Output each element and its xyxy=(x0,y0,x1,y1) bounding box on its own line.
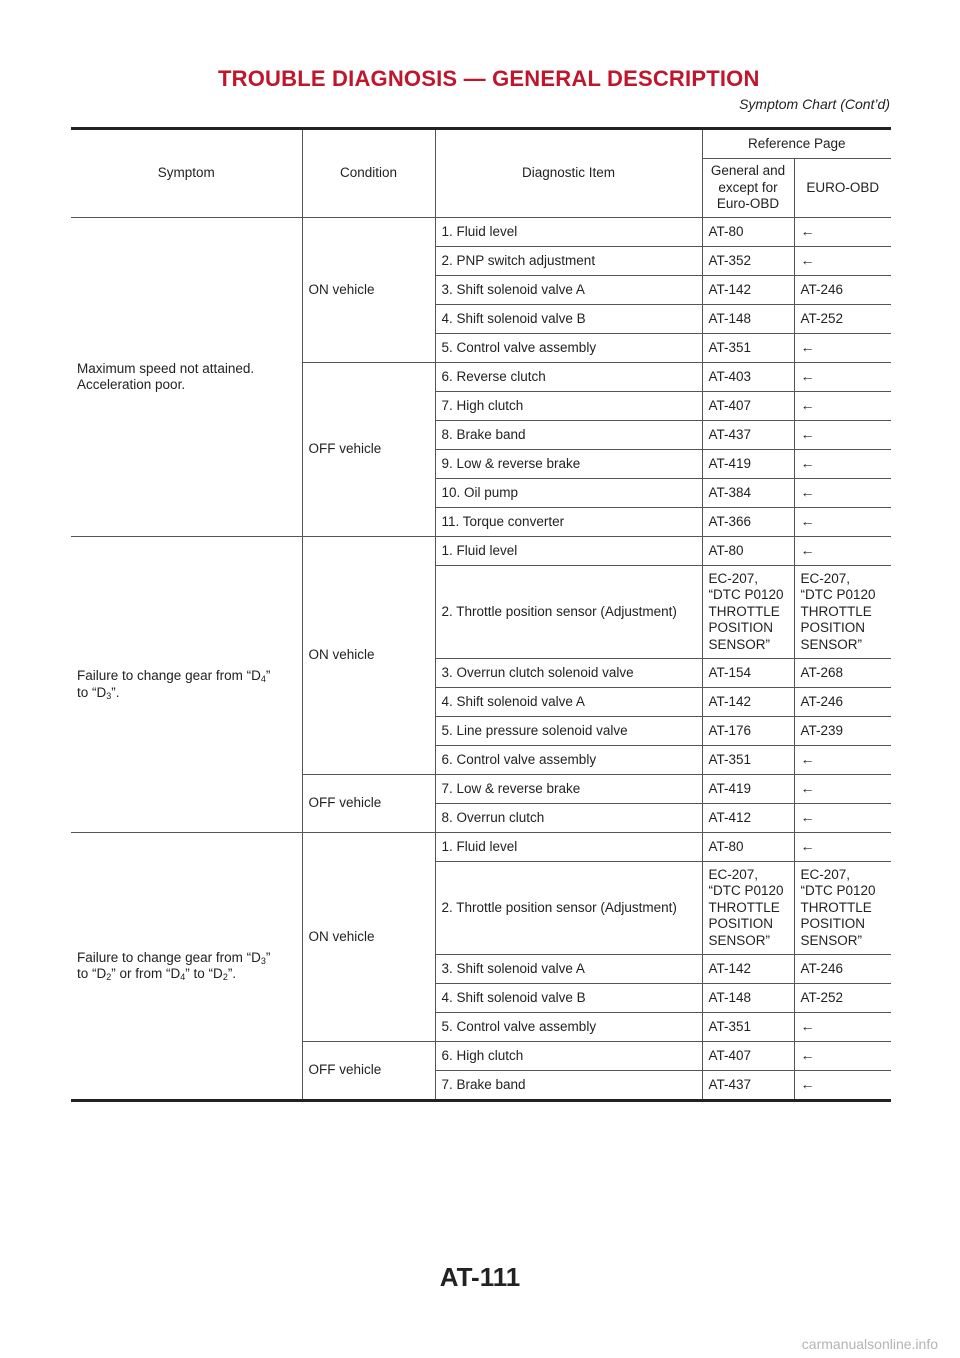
header-diagnostic-item: Diagnostic Item xyxy=(435,129,702,218)
symptom-chart-table xyxy=(71,127,891,1102)
table-row xyxy=(71,218,891,247)
reference-euro-cell: ← xyxy=(794,775,891,804)
reference-euro-cell: ← xyxy=(794,746,891,775)
text-line: EC-207, xyxy=(708,570,759,586)
diagnostic-item-cell: 4. Shift solenoid valve A xyxy=(435,688,702,717)
reference-euro-cell: ← xyxy=(794,247,891,276)
page-header-title: TROUBLE DIAGNOSIS — GENERAL DESCRIPTION xyxy=(218,66,760,91)
text-line: THROTTLE xyxy=(708,899,780,915)
page-number: AT-111 xyxy=(439,1262,521,1292)
reference-euro-cell: ← xyxy=(794,334,891,363)
reference-euro-cell: ← xyxy=(794,1013,891,1042)
reference-general-cell: AT-384 xyxy=(702,479,794,508)
header-symptom: Symptom xyxy=(71,129,302,218)
diagnostic-item-cell: 3. Overrun clutch solenoid valve xyxy=(435,659,702,688)
subscript: 4 xyxy=(180,972,186,982)
condition-cell: OFF vehicle xyxy=(302,363,435,537)
diagnostic-item-cell: 6. High clutch xyxy=(435,1042,702,1071)
reference-general-cell: AT-437 xyxy=(702,421,794,450)
reference-general-cell: AT-419 xyxy=(702,450,794,479)
text-line: SENSOR” xyxy=(708,932,771,948)
text-line: POSITION xyxy=(708,620,774,636)
reference-general-cell: AT-351 xyxy=(702,1013,794,1042)
diagnostic-item-cell: 4. Shift solenoid valve B xyxy=(435,984,702,1013)
reference-general-cell: AT-176 xyxy=(702,717,794,746)
text-line: “DTC P0120 xyxy=(708,883,784,899)
text-line: Acceleration poor. xyxy=(77,377,186,392)
condition-cell: ON vehicle xyxy=(302,833,435,1042)
reference-euro-cell: AT-252 xyxy=(794,305,891,334)
text-segment: to “D xyxy=(77,684,107,700)
text-line: POSITION xyxy=(800,620,866,636)
reference-euro-cell: ← xyxy=(794,833,891,862)
symptom-cell xyxy=(71,833,302,1101)
table-row xyxy=(71,537,891,566)
reference-euro-cell xyxy=(794,566,891,659)
reference-euro-cell: AT-246 xyxy=(794,955,891,984)
reference-euro-cell: AT-239 xyxy=(794,717,891,746)
page-header-subtitle: Symptom Chart (Cont’d) xyxy=(739,96,890,112)
condition-cell: ON vehicle xyxy=(302,537,435,775)
diagnostic-item-cell: 1. Fluid level xyxy=(435,537,702,566)
diagnostic-item-cell: 2. PNP switch adjustment xyxy=(435,247,702,276)
reference-general-cell: AT-148 xyxy=(702,305,794,334)
diagnostic-item-cell: 7. High clutch xyxy=(435,392,702,421)
reference-general-cell: AT-80 xyxy=(702,537,794,566)
reference-euro-cell: ← xyxy=(794,421,891,450)
symptom-cell xyxy=(71,218,302,537)
reference-euro-cell: ← xyxy=(794,392,891,421)
reference-general-cell: AT-148 xyxy=(702,984,794,1013)
diagnostic-item-cell: 2. Throttle position sensor (Adjustment) xyxy=(435,566,702,659)
reference-general-cell: AT-366 xyxy=(702,508,794,537)
reference-general-cell: AT-437 xyxy=(702,1071,794,1101)
reference-general-cell xyxy=(702,862,794,955)
diagnostic-item-cell: 1. Fluid level xyxy=(435,218,702,247)
header-euro-obd: EURO-OBD xyxy=(794,159,891,218)
reference-general-cell: AT-351 xyxy=(702,746,794,775)
reference-euro-cell: ← xyxy=(794,1042,891,1071)
text-line: EC-207, xyxy=(708,866,759,882)
diagnostic-item-cell: 1. Fluid level xyxy=(435,833,702,862)
reference-general-cell: AT-352 xyxy=(702,247,794,276)
text-line: “DTC P0120 xyxy=(708,587,784,603)
reference-general-cell: AT-419 xyxy=(702,775,794,804)
reference-general-cell: AT-80 xyxy=(702,833,794,862)
text-line: POSITION xyxy=(800,916,866,932)
diagnostic-item-cell: 8. Brake band xyxy=(435,421,702,450)
reference-euro-cell: AT-252 xyxy=(794,984,891,1013)
reference-general-cell: AT-142 xyxy=(702,688,794,717)
text-line: Maximum speed not attained. xyxy=(77,360,255,376)
reference-general-cell: AT-407 xyxy=(702,392,794,421)
reference-general-cell: AT-154 xyxy=(702,659,794,688)
reference-euro-cell: ← xyxy=(794,1071,891,1101)
diagnostic-item-cell: 10. Oil pump xyxy=(435,479,702,508)
diagnostic-item-cell: 9. Low & reverse brake xyxy=(435,450,702,479)
reference-euro-cell: AT-246 xyxy=(794,688,891,717)
text-segment: ” xyxy=(265,949,271,965)
condition-cell: OFF vehicle xyxy=(302,1042,435,1101)
reference-euro-cell: ← xyxy=(794,508,891,537)
text-line: THROTTLE xyxy=(800,603,872,619)
reference-euro-cell: ← xyxy=(794,450,891,479)
symptom-cell xyxy=(71,537,302,833)
text-segment: ” or from “D xyxy=(111,966,181,981)
diagnostic-item-cell: 3. Shift solenoid valve A xyxy=(435,955,702,984)
text-line: “DTC P0120 xyxy=(800,587,876,603)
text-line: EC-207, xyxy=(800,866,851,882)
condition-cell: OFF vehicle xyxy=(302,775,435,833)
text-segment: ”. xyxy=(111,684,120,700)
text-line: SENSOR” xyxy=(800,932,863,948)
header-general: General and except for Euro-OBD xyxy=(702,159,794,218)
text-segment: ” to “D xyxy=(185,966,223,981)
reference-euro-cell: ← xyxy=(794,537,891,566)
text-line: SENSOR” xyxy=(800,636,863,652)
subscript: 2 xyxy=(222,972,228,982)
text-line: SENSOR” xyxy=(708,636,771,652)
subscript: 3 xyxy=(260,955,266,966)
diagnostic-item-cell: 11. Torque converter xyxy=(435,508,702,537)
table-row xyxy=(71,833,891,862)
diagnostic-item-cell: 4. Shift solenoid valve B xyxy=(435,305,702,334)
text-segment: ” xyxy=(265,668,271,684)
reference-euro-cell: ← xyxy=(794,479,891,508)
diagnostic-item-cell: 6. Control valve assembly xyxy=(435,746,702,775)
condition-cell: ON vehicle xyxy=(302,218,435,363)
diagnostic-item-cell: 3. Shift solenoid valve A xyxy=(435,276,702,305)
reference-general-cell: AT-80 xyxy=(702,218,794,247)
text-segment: to “D xyxy=(77,966,107,981)
reference-general-cell: AT-351 xyxy=(702,334,794,363)
text-line: EC-207, xyxy=(800,570,851,586)
diagnostic-item-cell: 7. Brake band xyxy=(435,1071,702,1101)
subscript: 3 xyxy=(106,690,112,701)
header-condition: Condition xyxy=(302,129,435,218)
reference-general-cell: AT-407 xyxy=(702,1042,794,1071)
subscript: 2 xyxy=(106,972,112,982)
reference-general-cell: AT-142 xyxy=(702,276,794,305)
diagnostic-item-cell: 7. Low & reverse brake xyxy=(435,775,702,804)
reference-euro-cell: AT-246 xyxy=(794,276,891,305)
watermark: carmanualsonline.info xyxy=(801,1336,938,1352)
diagnostic-item-cell: 5. Control valve assembly xyxy=(435,1013,702,1042)
diagnostic-item-cell: 8. Overrun clutch xyxy=(435,804,702,833)
diagnostic-item-cell: 6. Reverse clutch xyxy=(435,363,702,392)
text-segment: Failure to change gear from “D xyxy=(77,668,261,684)
header-reference-page: Reference Page xyxy=(702,129,891,159)
diagnostic-item-cell: 5. Control valve assembly xyxy=(435,334,702,363)
text-segment: Failure to change gear from “D xyxy=(77,949,261,965)
reference-euro-cell xyxy=(794,862,891,955)
reference-euro-cell: AT-268 xyxy=(794,659,891,688)
reference-general-cell xyxy=(702,566,794,659)
reference-general-cell: AT-412 xyxy=(702,804,794,833)
reference-general-cell: AT-403 xyxy=(702,363,794,392)
symptom-chart-body xyxy=(71,218,891,1101)
reference-euro-cell: ← xyxy=(794,363,891,392)
reference-euro-cell: ← xyxy=(794,804,891,833)
diagnostic-item-cell: 5. Line pressure solenoid valve xyxy=(435,717,702,746)
text-segment: ”. xyxy=(227,966,237,981)
text-line: POSITION xyxy=(708,916,774,932)
text-line: “DTC P0120 xyxy=(800,883,876,899)
reference-general-cell: AT-142 xyxy=(702,955,794,984)
text-line: THROTTLE xyxy=(800,899,872,915)
diagnostic-item-cell: 2. Throttle position sensor (Adjustment) xyxy=(435,862,702,955)
subscript: 4 xyxy=(260,674,266,685)
reference-euro-cell: ← xyxy=(794,218,891,247)
text-line: THROTTLE xyxy=(708,603,780,619)
